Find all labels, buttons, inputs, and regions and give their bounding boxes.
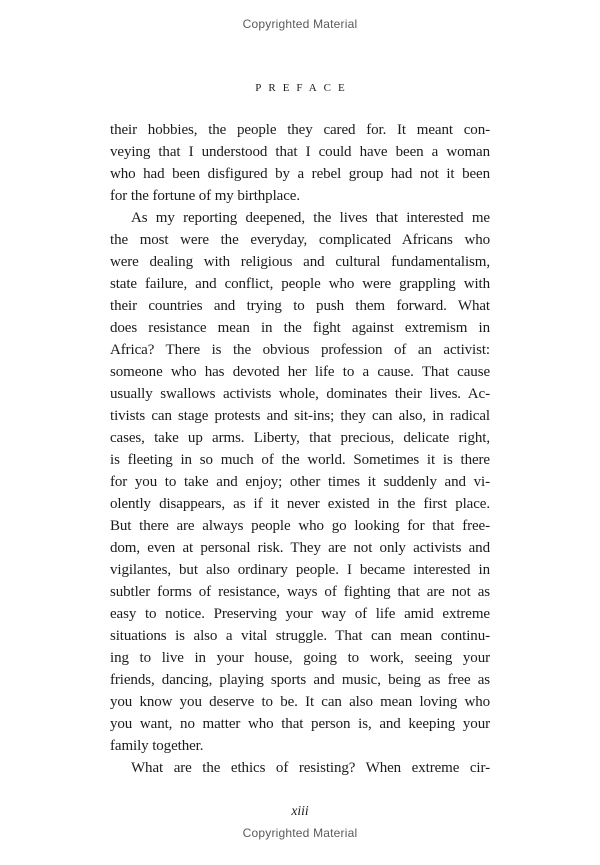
text-line: As my reporting deepened, the lives that interested me [131, 210, 490, 226]
preface-heading: PREFACE [255, 82, 352, 94]
text-line: does resistance mean in the fight against extremism in [110, 320, 490, 336]
text-line: Africa? There is the obvious profession of an activist: [110, 342, 490, 358]
text-line: the most were the everyday, complicated Africans who [110, 232, 490, 248]
text-line: someone who has devoted her life to a cause. That cause [110, 364, 490, 380]
copyright-notice-top: Copyrighted Material [242, 17, 358, 31]
text-line: for you to take and enjoy; other times it suddenly and vi- [110, 474, 490, 490]
text-line: their countries and trying to push them forward. What [110, 298, 490, 314]
text-line: But there are always people who go looking for that free- [110, 518, 490, 534]
text-line: for the fortune of my birthplace. [110, 188, 300, 204]
text-line: were dealing with religious and cultural fundamentalism, [110, 254, 490, 270]
text-line: family together. [110, 738, 204, 754]
text-line: state failure, and conflict, people who were grappling with [110, 276, 490, 292]
text-line: cases, take up arms. Liberty, that precious, delicate right, [110, 430, 490, 446]
text-line: subtler forms of resistance, ways of fighting that are not as [110, 584, 490, 600]
text-line: easy to notice. Preserving your way of life amid extreme [110, 606, 490, 622]
text-line: olently disappears, as if it never existed in the first place. [110, 496, 490, 512]
text-line: What are the ethics of resisting? When extreme cir- [131, 760, 490, 776]
text-line: usually swallows activists whole, dominates their lives. Ac- [110, 386, 490, 402]
text-line: ing to live in your house, going to work, seeing your [110, 650, 490, 666]
page-number: xiii [291, 803, 309, 818]
text-line: tivists can stage protests and sit-ins; they can also, in radical [110, 408, 490, 424]
text-line: you know you deserve to be. It can also mean loving who [110, 694, 490, 710]
copyright-notice-bottom: Copyrighted Material [242, 826, 358, 840]
text-line: is fleeting in so much of the world. Sometimes it is there [110, 452, 490, 468]
text-line: their hobbies, the people they cared for. It meant con- [110, 122, 490, 138]
text-line: dom, even at personal risk. They are not only activists and [110, 540, 490, 556]
text-line: situations is also a vital struggle. That can mean continu- [110, 628, 490, 644]
body-text [110, 119, 490, 779]
text-line: you want, no matter who that person is, and keeping your [110, 716, 490, 732]
text-line: friends, dancing, playing sports and music, being as free as [110, 672, 490, 688]
text-line: vigilantes, but also ordinary people. I became interested in [110, 562, 490, 578]
text-line: who had been disfigured by a rebel group had not it been [110, 166, 490, 182]
text-line: veying that I understood that I could have been a woman [110, 144, 490, 160]
